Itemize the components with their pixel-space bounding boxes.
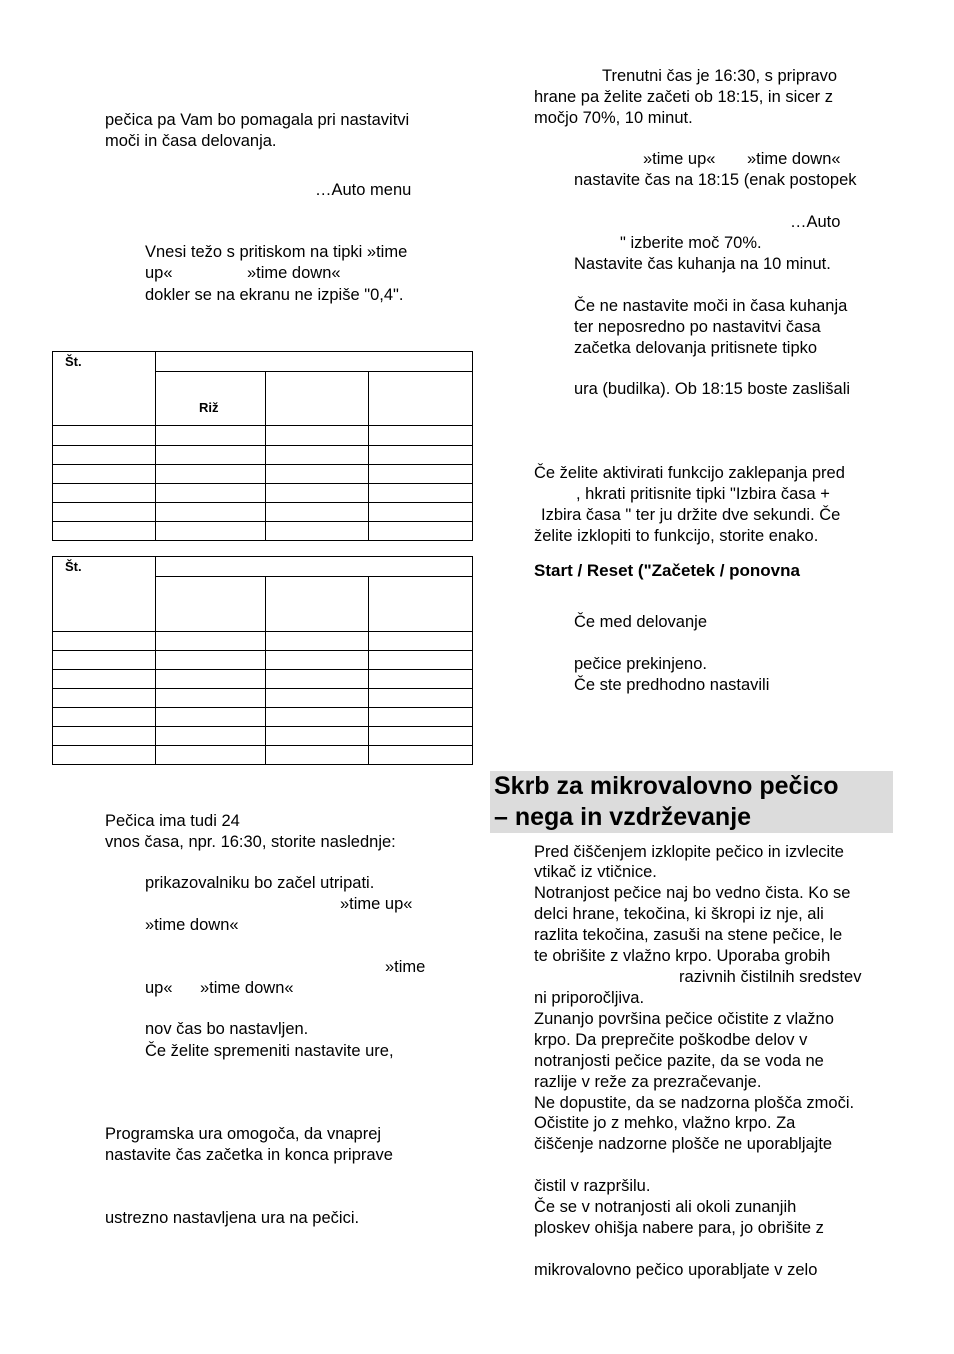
- right-text-line: hrane pa želite začeti ob 18:15, in sicer z: [534, 88, 834, 106]
- left-text-line: »time up«: [340, 895, 413, 913]
- care-text-line: ni priporočljiva.: [534, 989, 645, 1007]
- right-text-line: pečice prekinjeno.: [574, 655, 707, 673]
- table-row: [53, 632, 473, 651]
- auto-menu-label: …Auto menu: [315, 181, 412, 199]
- section-heading-line: – nega in vzdrževanje: [494, 803, 752, 831]
- table-header-riz: Riž: [156, 372, 266, 426]
- table-row: [53, 670, 473, 689]
- table-row: [53, 426, 473, 446]
- care-text-line: ploskev ohišja nabere para, jo obrišite z: [534, 1219, 824, 1237]
- care-text-line: te obrišite z vlažno krpo. Uporaba grobih: [534, 947, 831, 965]
- table-row: [53, 708, 473, 727]
- right-text-line: …Auto: [790, 213, 841, 231]
- table-header-cell: [266, 577, 369, 632]
- right-text-line: Izbira časa " ter ju držite dve sekundi. Če: [541, 506, 841, 524]
- right-text-line: Če ne nastavite moči in časa kuhanja: [574, 297, 848, 315]
- section-heading-line: Skrb za mikrovalovno pečico: [494, 772, 839, 800]
- care-text-line: razivnih čistilnih sredstev: [679, 968, 862, 986]
- table-header-cell: [156, 352, 473, 372]
- left-text-line: nastavite čas začetka in konca priprave: [105, 1146, 393, 1164]
- left-text-line: vnos časa, npr. 16:30, storite naslednje:: [105, 833, 396, 851]
- right-text-line: močjo 70%, 10 minut.: [534, 109, 693, 127]
- table-row: [53, 465, 473, 484]
- table-row: [53, 522, 473, 541]
- left-text-line: »time down«: [145, 916, 239, 934]
- left-text-line: ustrezno nastavljena ura na pečici.: [105, 1209, 360, 1227]
- left-text-line: dokler se na ekranu ne izpiše "0,4".: [145, 286, 404, 304]
- right-text-line: " izberite moč 70%.: [620, 234, 762, 252]
- table-header-cell: [369, 577, 473, 632]
- left-text-line: »time: [385, 958, 426, 976]
- care-text-line: Zunanjo površina pečice očistite z vlažno: [534, 1010, 834, 1028]
- auto-menu-table-1: [52, 351, 473, 541]
- left-text-line: Programska ura omogoča, da vnaprej: [105, 1125, 382, 1143]
- left-text-line: »time down«: [200, 979, 294, 997]
- right-text-line: »time up«: [643, 150, 716, 168]
- care-text-line: Pred čiščenjem izklopite pečico in izvlecite: [534, 843, 844, 861]
- right-text-line: Trenutni čas je 16:30, s pripravo: [602, 67, 838, 85]
- care-text-line: krpo. Da preprečite poškodbe delov v: [534, 1031, 808, 1049]
- right-text-line: »time down«: [747, 150, 841, 168]
- section-heading: [490, 771, 893, 833]
- care-text-line: razlita tekočina, zasuši na stene pečice, le: [534, 926, 843, 944]
- left-text-line: Pečica ima tudi 24: [105, 812, 240, 830]
- right-text-line: , hkrati pritisnite tipki "Izbira časa +: [576, 485, 830, 503]
- right-text-line: želite izklopiti to funkcijo, storite enako.: [534, 527, 819, 545]
- left-text-line: nov čas bo nastavljen.: [145, 1020, 309, 1038]
- right-text-line: Nastavite čas kuhanja na 10 minut.: [574, 255, 831, 273]
- left-text-line: Če želite spremeniti nastavite ure,: [145, 1042, 394, 1060]
- left-text-line: »time down«: [247, 264, 341, 282]
- care-text-line: notranjosti pečice pazite, da se voda ne: [534, 1052, 824, 1070]
- table-header-cell: [156, 557, 473, 577]
- start-reset-heading: Start / Reset ("Začetek / ponovna: [534, 561, 800, 580]
- left-text-line: pečica pa Vam bo pomagala pri nastavitvi: [105, 111, 410, 129]
- care-text-line: Očistite jo z mehko, vlažno krpo. Za: [534, 1114, 796, 1132]
- table-header-st: Št.: [53, 352, 156, 426]
- care-text-line: mikrovalovno pečico uporabljate v zelo: [534, 1261, 818, 1279]
- left-text-line: up«: [145, 979, 173, 997]
- table-row: [53, 689, 473, 708]
- auto-menu-table-2: [52, 556, 473, 765]
- care-text-line: Ne dopustite, da se nadzorna plošča zmoči.: [534, 1094, 855, 1112]
- right-text-line: Če ste predhodno nastavili: [574, 676, 770, 694]
- right-text-line: ter neposredno po nastavitvi časa: [574, 318, 821, 336]
- right-text-line: Če želite aktivirati funkcijo zaklepanja pred: [534, 464, 845, 482]
- left-text-line: up«: [145, 264, 173, 282]
- care-text-line: Če se v notranjosti ali okoli zunanjih: [534, 1198, 797, 1216]
- right-text-line: začetka delovanja pritisnete tipko: [574, 339, 818, 357]
- table-header-cell: [156, 577, 266, 632]
- table-header-cell: [266, 372, 369, 426]
- table-row: [53, 746, 473, 765]
- left-text-line: moči in časa delovanja.: [105, 132, 277, 150]
- right-text-line: nastavite čas na 18:15 (enak postopek: [574, 171, 857, 189]
- right-text-line: Če med delovanje: [574, 613, 707, 631]
- table-row: [53, 446, 473, 465]
- care-text-line: vtikač iz vtičnice.: [534, 863, 657, 881]
- care-text-line: čiščenje nadzorne plošče ne uporabljajte: [534, 1135, 833, 1153]
- table-row: [53, 727, 473, 746]
- table-row: [53, 651, 473, 670]
- care-text-line: delci hrane, tekočina, ki škropi iz nje, ali: [534, 905, 824, 923]
- care-text-line: čistil v razpršilu.: [534, 1177, 651, 1195]
- table-header-st: Št.: [53, 557, 156, 632]
- care-text-line: razlije v reže za prezračevanje.: [534, 1073, 762, 1091]
- table-header-cell: [369, 372, 473, 426]
- right-text-line: ura (budilka). Ob 18:15 boste zaslišali: [574, 380, 851, 398]
- left-text-line: Vnesi težo s pritiskom na tipki »time: [145, 243, 408, 261]
- table-row: [53, 484, 473, 503]
- table-row: [53, 503, 473, 522]
- left-text-line: prikazovalniku bo začel utripati.: [145, 874, 375, 892]
- care-text-line: Notranjost pečice naj bo vedno čista. Ko se: [534, 884, 851, 902]
